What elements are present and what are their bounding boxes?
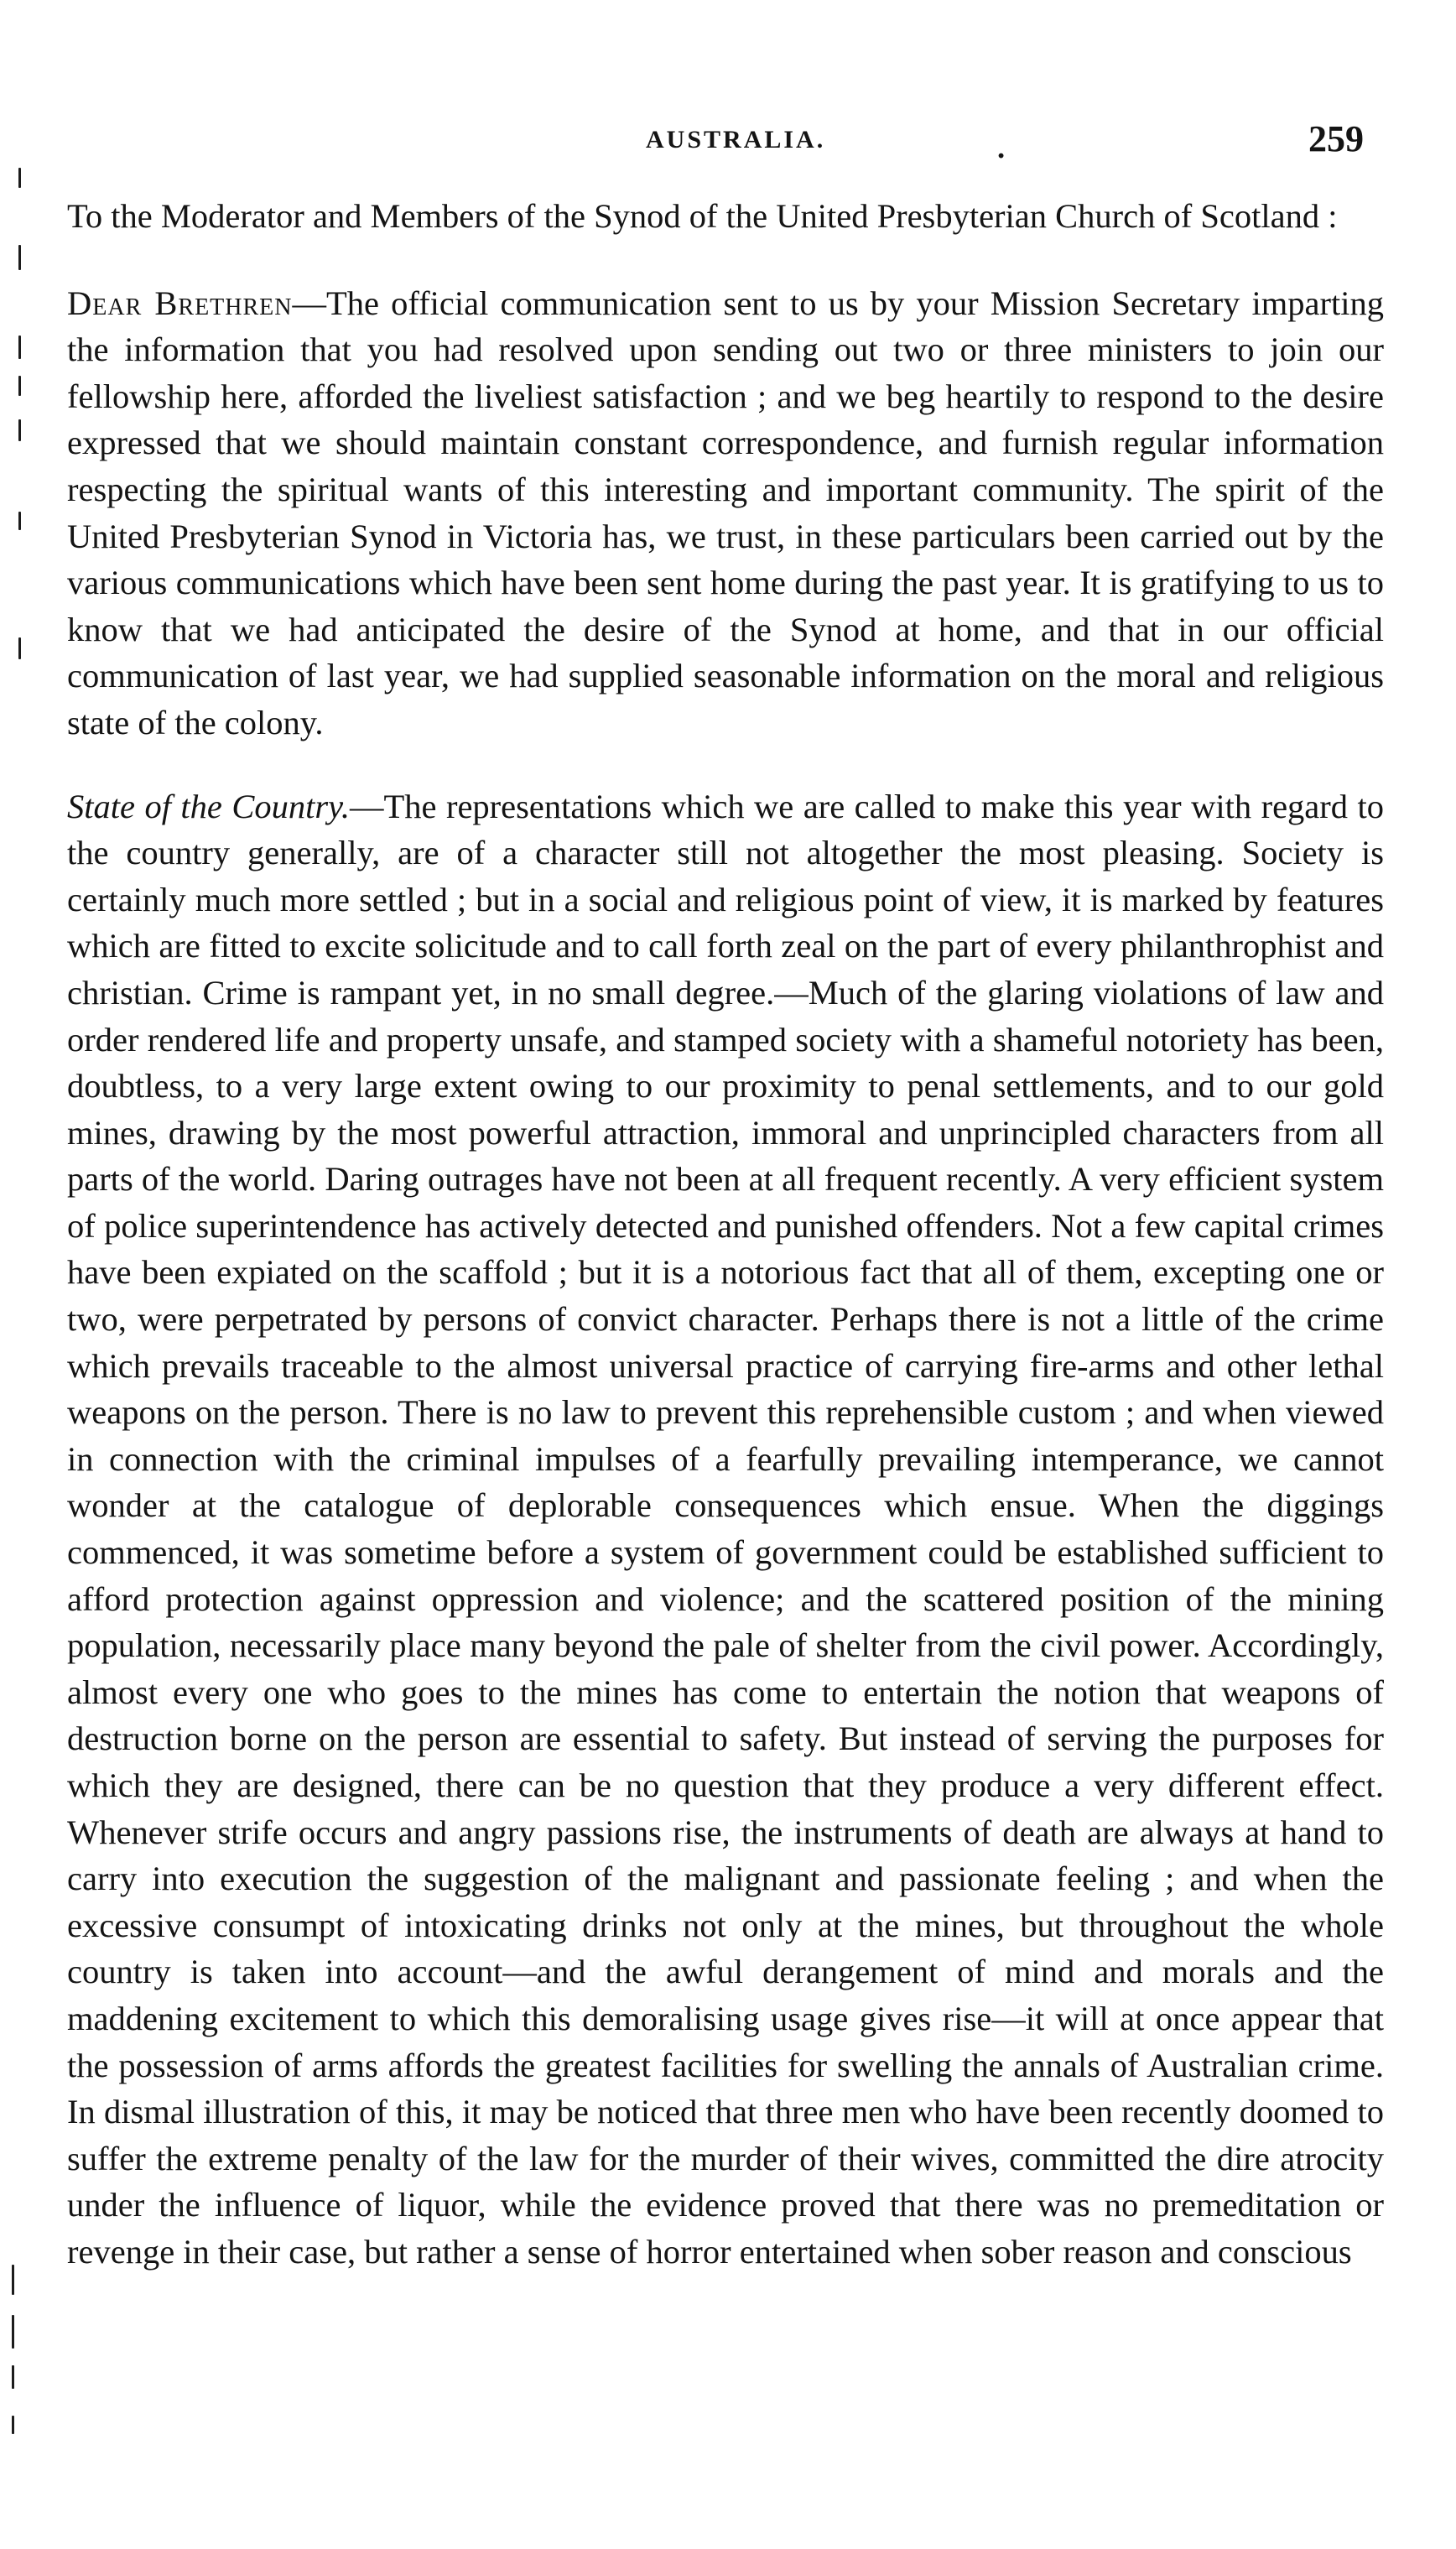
- salutation: Dear Brethren: [67, 284, 293, 322]
- margin-scan-marks: [0, 0, 59, 2549]
- paragraph-2: [67, 783, 1384, 2276]
- header-dot: .: [996, 133, 1006, 164]
- page-header: [59, 117, 1372, 168]
- scan-mark: [18, 376, 21, 396]
- scan-mark: [18, 419, 21, 441]
- page-body: [67, 193, 1384, 2276]
- paragraph-1: [67, 280, 1384, 746]
- running-title: AUSTRALIA.: [646, 126, 826, 153]
- scan-mark: [18, 512, 21, 530]
- page-number: 259: [1308, 118, 1364, 159]
- scan-mark: [18, 637, 21, 659]
- scan-mark: [18, 168, 21, 188]
- scan-mark: [12, 2315, 14, 2349]
- scan-mark: [18, 336, 21, 359]
- paragraph-2-body: —The representations which we are called to make this year with regard to the country generally, are of a character still not altogether the most pleasing. Society is certainly much more settled ; but in a social and religious point of view, it is marked by features which are fitted to excite solicitude and to call forth zeal on the part of every philanthrophist and christian. Crime is rampant yet, in no small degree.—Much of the glaring violations of law and order rendered life and property unsafe, and stamped society with a shameful notoriety has been, doubtless, to a very large extent owing to our proximity to penal settlements, and to our gold mines, drawing by the most powerful attraction, immoral and unprincipled characters from all parts of the world. Daring outrages have not been at all frequent recently. A very efficient system of police superintendence has actively detected and punished offenders. Not a few capital crimes have been expiated on the scaffold ; but it is a notorious fact that all of them, excepting one or two, were perpetrated by persons of convict character. Perhaps there is not a little of the crime which prevails traceable to the almost universal practice of carrying fire-arms and other lethal weapons on the person. There is no law to prevent this reprehensible custom ; and when viewed in connection with the criminal impulses of a fearfully prevailing intemperance, we cannot wonder at the catalogue of deplorable consequences which ensue. When the diggings commenced, it was sometime before a system of government could be established sufficient to afford protection against oppression and violence; and the scattered position of the mining population, necessarily place many beyond the pale of shelter from the civil power. Accordingly, almost every one who goes to the mines has come to entertain the notion that weapons of destruction borne on the person are essential to safety. But instead of serving the purposes for which they are designed, there can be no question that they produce a very different effect. Whenever strife occurs and angry passions rise, the instruments of death are always at hand to carry into execution the suggestion of the malignant and passionate feeling ; and when the excessive consumpt of intoxicating drinks not only at the mines, but throughout the whole country is taken into account—and the awful derangement of mind and morals and the maddening excitement to which this demoralising usage gives rise—it will at once appear that the possession of arms affords the greatest facilities for swelling the annals of Australian crime. In dismal illustration of this, it may be noticed that three men who have been recently doomed to suffer the extreme penalty of the law for the murder of their wives, committed the dire atrocity under the influence of liquor, while the evidence proved that there was no premeditation or revenge in their case, but rather a sense of horror entertained when sober reason and conscious: [67, 787, 1384, 2271]
- paragraph-1-body: —The official communication sent to us by your Mission Secretary imparting the information that you had resolved upon sending out two or three ministers to join our fellowship here, afforded the liveliest satisfaction ; and we beg heartily to respond to the desire expressed that we should maintain constant correspondence, and furnish regular information respecting the spiritual wants of this interesting and important community. The spirit of the United Presbyterian Synod in Victoria has, we trust, in these particulars been carried out by the various communications which have been sent home during the past year. It is gratifying to us to know that we had anticipated the desire of the Synod at home, and that in our official communication of last year, we had supplied seasonable information on the moral and religious state of the colony.: [67, 284, 1384, 741]
- section-heading: State of the Country.: [67, 787, 351, 825]
- scan-mark: [12, 2265, 14, 2295]
- scan-mark: [12, 2416, 14, 2434]
- scan-mark: [18, 245, 21, 270]
- scan-mark: [12, 2365, 14, 2389]
- letter-address: To the Moderator and Members of the Synod of the United Presbyterian Church of Scotland :: [67, 197, 1338, 235]
